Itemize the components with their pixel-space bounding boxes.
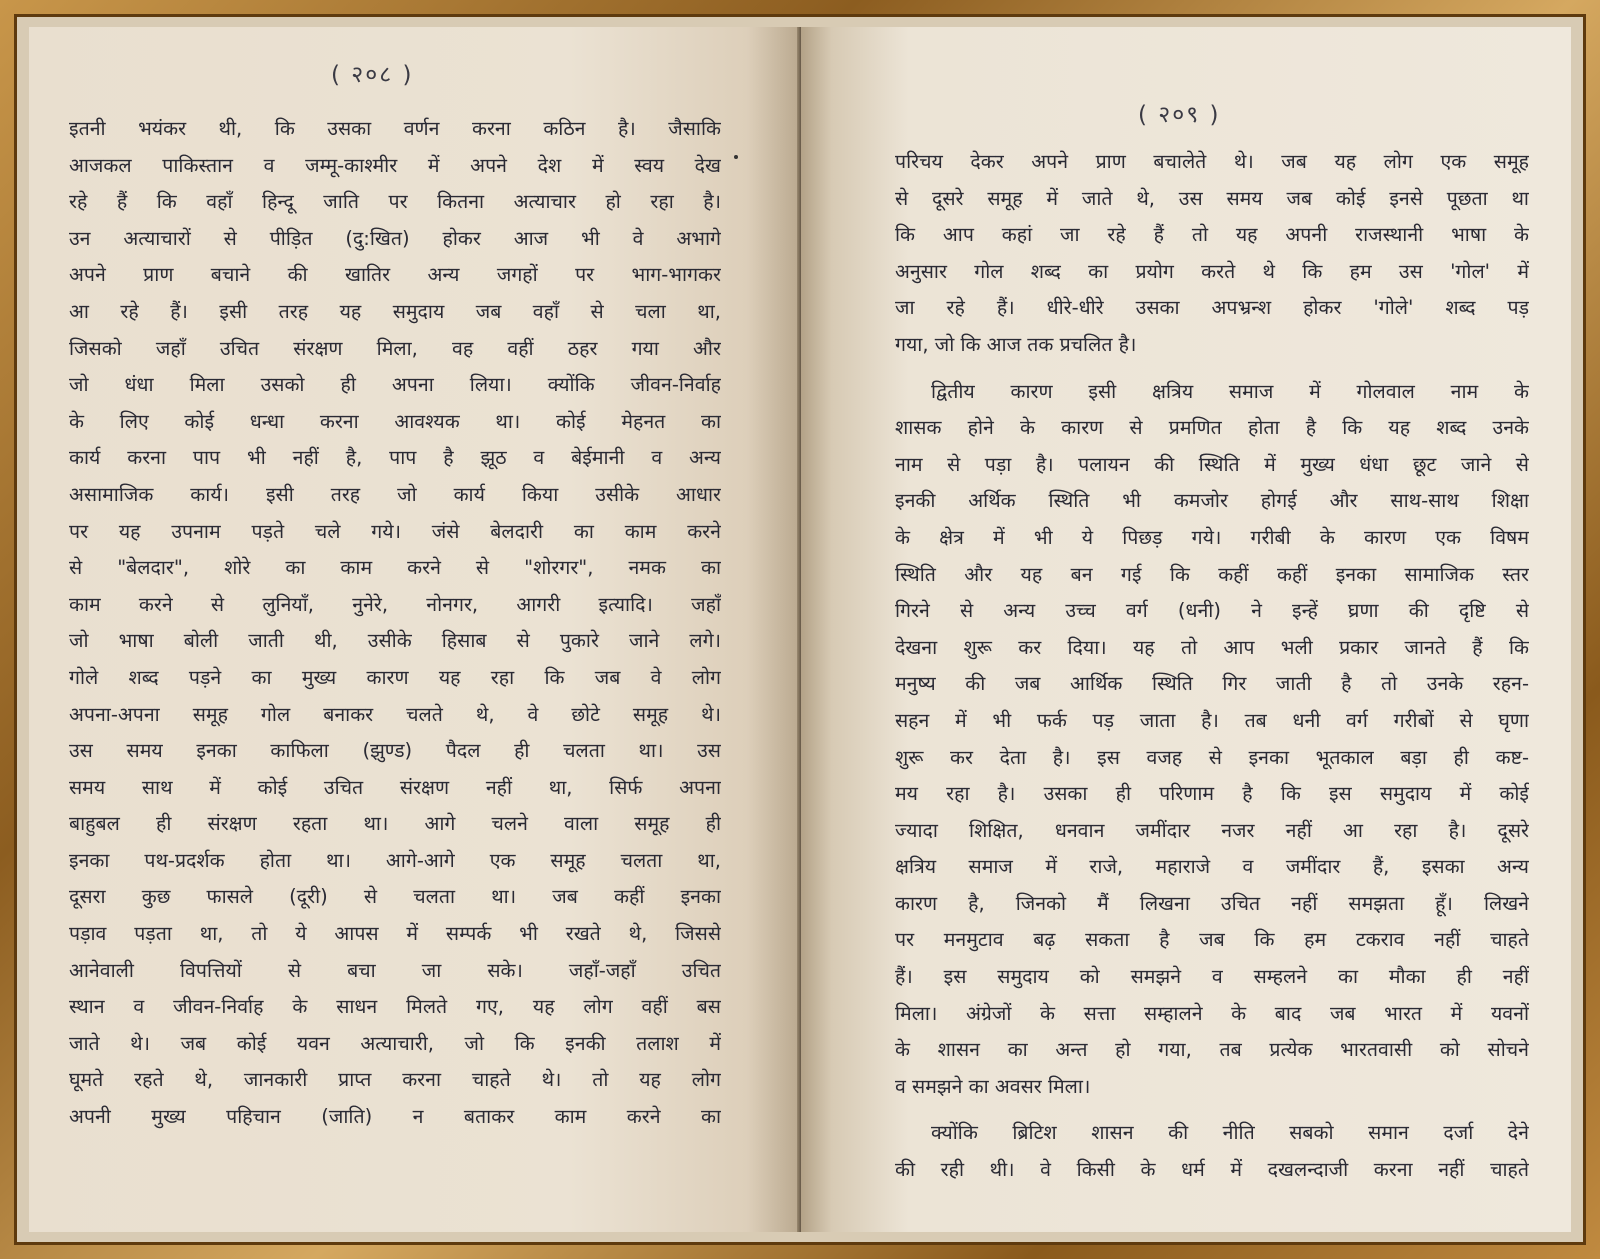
open-book [29, 27, 1571, 1232]
text-line: अपना-अपना समूह गोल बनाकर चलते थे, वे छोटे समूह थे। [69, 702, 721, 726]
text-line: नाम से पड़ा है। पलायन की स्थिति में मुख्य धंधा छूट जाने से [895, 452, 1529, 476]
text-line: काम करने से लुनियाँ, नुनेरे, नोनगर, आगरी इत्यादि। जहाँ [69, 592, 721, 616]
text-line: इनका पथ-प्रदर्शक होता था। आगे-आगे एक समूह चलता था, [69, 848, 721, 872]
text-line: उन अत्याचारों से पीड़ित (दु:खित) होकर आज भी वे अभागे [69, 226, 721, 250]
text-line: रहे हैं कि वहाँ हिन्दू जाति पर कितना अत्याचार हो रहा है। [69, 190, 721, 214]
text-line: जा रहे हैं। धीरे-धीरे उसका अपभ्रन्श होकर 'गोले' शब्द पड़ [895, 296, 1529, 320]
text-line: जो भाषा बोली जाती थी, उसीके हिसाब से पुकारे जाने लगे। [69, 629, 721, 653]
text-line: कार्य करना पाप भी नहीं है, पाप है झूठ व बेईमानी व अन्य [69, 446, 721, 470]
text-line: मय रहा है। उसका ही परिणाम है कि इस समुदाय में कोई [895, 782, 1529, 806]
right-page-text [895, 144, 1529, 1189]
text-line: गोले शब्द पड़ने का मुख्य कारण यह रहा कि जब वे लोग [69, 665, 721, 689]
paragraph-gap [895, 364, 1529, 374]
text-line: गिरने से अन्य उच्च वर्ग (धनी) ने इन्हें घ्रणा की दृष्टि से [895, 599, 1529, 623]
text-line: मनुष्य की जब आर्थिक स्थिति गिर जाती है तो उनके रहन- [895, 672, 1529, 696]
text-line: असामाजिक कार्य। इसी तरह जो कार्य किया उसीके आधार [69, 482, 721, 506]
left-page [29, 27, 801, 1232]
text-line: पड़ाव पड़ता था, तो ये आपस में सम्पर्क भी रखते थे, जिससे [69, 922, 721, 946]
text-line: इतनी भयंकर थी, कि उसका वर्णन करना कठिन है। जैसाकि [69, 117, 721, 140]
text-line: सहन में भी फर्क पड़ जाता है। तब धनी वर्ग गरीबों से घृणा [895, 708, 1529, 732]
text-line: के क्षेत्र में भी ये पिछड़ गये। गरीबी के कारण एक विषम [895, 525, 1529, 549]
text-line: आ रहे हैं। इसी तरह यह समुदाय जब वहाँ से चला था, [69, 299, 721, 323]
left-page-number: ( २०८ ) [331, 62, 414, 88]
text-line: बाहुबल ही संरक्षण रहता था। आगे चलने वाला समूह ही [69, 812, 721, 836]
text-line: क्योंकि ब्रिटिश शासन की नीति सबको समान दर्जा देने [931, 1121, 1529, 1145]
text-line: जो धंधा मिला उसको ही अपना लिया। क्योंकि जीवन-निर्वाह [69, 373, 721, 397]
text-line: से "बेलदार", शोरे का काम करने से "शोरगर", नमक का [69, 556, 721, 580]
text-line: कारण है, जिनको मैं लिखना उचित नहीं समझता हूँ। लिखने [895, 891, 1529, 915]
text-line: आजकल पाकिस्तान व जम्मू-काश्मीर में अपने देश में स्वय देख [69, 153, 721, 177]
text-line: व समझने का अवसर मिला। [895, 1074, 1091, 1098]
paragraph-gap [895, 1105, 1529, 1115]
text-line: के शासन का अन्त हो गया, तब प्रत्येक भारतवासी को सोचने [895, 1038, 1529, 1062]
text-line: स्थान व जीवन-निर्वाह के साधन मिलते गए, यह लोग वहीं बस [69, 995, 721, 1019]
text-line: दूसरा कुछ फासले (दूरी) से चलता था। जब कहीं इनका [69, 885, 721, 909]
text-line: घूमते रहते थे, जानकारी प्राप्त करना चाहते थे। तो यह लोग [69, 1068, 721, 1092]
text-line: उस समय इनका काफिला (झुण्ड) पैदल ही चलता था। उस [69, 739, 721, 763]
text-line: कि आप कहां जा रहे हैं तो यह अपनी राजस्थानी भाषा के [895, 223, 1529, 247]
text-line: जिसको जहाँ उचित संरक्षण मिला, वह वहीं ठहर गया और [69, 336, 721, 360]
text-line: पर यह उपनाम पड़ते चले गये। जंसे बेलदारी का काम करने [69, 519, 721, 543]
ink-speck [734, 155, 738, 159]
text-line: देखना शुरू कर दिया। यह तो आप भली प्रकार जानते हैं कि [895, 635, 1529, 659]
text-line: शुरू कर देता है। इस वजह से इनका भूतकाल बड़ा ही कष्ट- [895, 745, 1529, 769]
text-line: अपनी मुख्य पहिचान (जाति) न बताकर काम करने का [69, 1105, 721, 1129]
text-line: समय साथ में कोई उचित संरक्षण नहीं था, सिर्फ अपना [69, 775, 721, 799]
text-line: इनकी अर्थिक स्थिति भी कमजोर होगई और साथ-साथ शिक्षा [895, 489, 1529, 513]
right-page [801, 27, 1571, 1232]
right-page-number: ( २०९ ) [1138, 102, 1221, 128]
text-line: गया, जो कि आज तक प्रचलित है। [895, 332, 1137, 356]
text-line: द्वितीय कारण इसी क्षत्रिय समाज में गोलवाल नाम के [931, 379, 1529, 403]
text-line: आनेवाली विपत्तियों से बचा जा सके। जहाँ-जहाँ उचित [69, 958, 721, 982]
text-line: के लिए कोई धन्धा करना आवश्यक था। कोई मेहनत का [69, 409, 721, 433]
text-line: मिला। अंग्रेजों के सत्ता सम्हालने के बाद जब भारत में यवनों [895, 1001, 1529, 1025]
text-line: अपने प्राण बचाने की खातिर अन्य जगहों पर भाग-भागकर [69, 263, 721, 287]
text-line: शासक होने के कारण से प्रमणित होता है कि यह शब्द उनके [895, 416, 1529, 440]
text-line: की रही थी। वे किसी के धर्म में दखलन्दाजी करना नहीं चाहते [895, 1158, 1529, 1182]
text-line: से दूसरे समूह में जाते थे, उस समय जब कोई इनसे पूछता था [895, 186, 1529, 210]
frame-mat [14, 14, 1586, 1245]
left-page-text [69, 111, 721, 1136]
text-line: जाते थे। जब कोई यवन अत्याचारी, जो कि इनकी तलाश में [69, 1031, 721, 1055]
text-line: ज्यादा शिक्षित, धनवान जमींदार नजर नहीं आ रहा है। दूसरे [895, 818, 1529, 842]
text-line: स्थिति और यह बन गई कि कहीं कहीं इनका सामाजिक स्तर [895, 562, 1529, 586]
text-line: क्षत्रिय समाज में राजे, महाराजे व जमींदार हैं, इसका अन्य [895, 855, 1529, 879]
text-line: हैं। इस समुदाय को समझने व सम्हलने का मौका ही नहीं [895, 965, 1529, 989]
text-line: परिचय देकर अपने प्राण बचालेते थे। जब यह लोग एक समूह [895, 150, 1529, 173]
text-line: अनुसार गोल शब्द का प्रयोग करते थे कि हम उस 'गोल' में [895, 259, 1529, 283]
text-line: पर मनमुटाव बढ़ सकता है जब कि हम टकराव नहीं चाहते [895, 928, 1529, 952]
